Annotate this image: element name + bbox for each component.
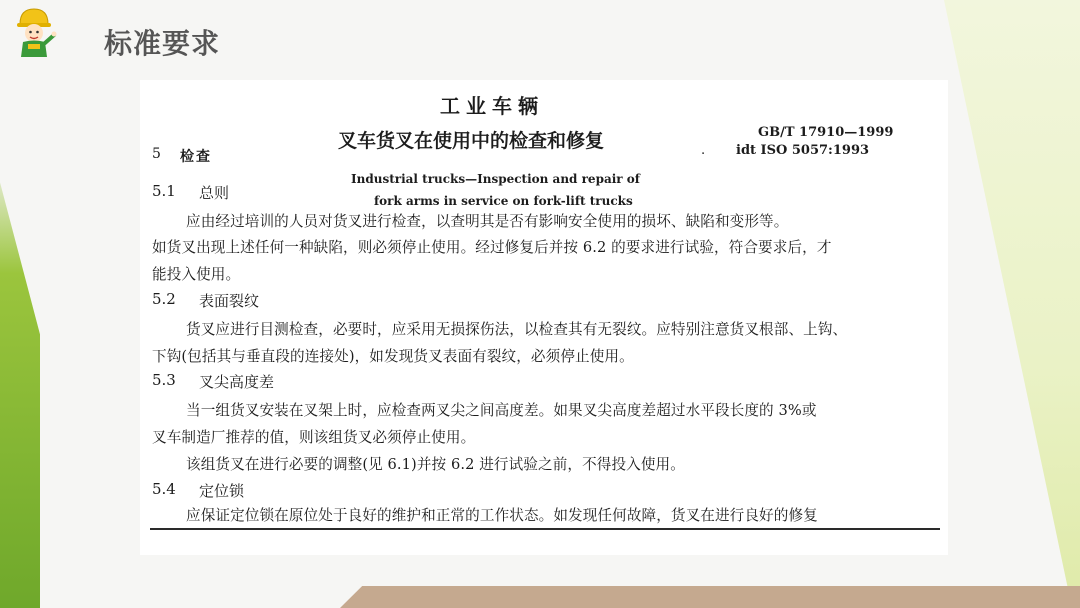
section-5-2-line-2: 下钩(包括其与垂直段的连接处)，如发现货叉表面有裂纹，必须停止使用。 — [152, 348, 634, 365]
section-5-3-line-2: 叉车制造厂推荐的值，则该组货叉必须停止使用。 — [152, 429, 476, 446]
slide-title: 标准要求 — [104, 27, 221, 60]
english-title-line-1: Industrial trucks—Inspection and repair of — [351, 172, 640, 186]
section-5-3-line-1: 当一组货叉安装在叉架上时，应检查两叉尖之间高度差。如果叉尖高度差超过水平段长度的 3%或 — [186, 402, 817, 419]
stray-dot: . — [701, 143, 706, 158]
section-5-4-title: 定位锁 — [199, 482, 245, 500]
section-5-1-number: 5.1 — [152, 182, 176, 200]
iso-equivalent: idt ISO 5057:1993 — [736, 143, 870, 158]
section-5-2-number: 5.2 — [152, 290, 176, 308]
bottom-rule-divider — [150, 528, 940, 530]
section-5-4-line-1: 应保证定位锁在原位处于良好的维护和正常的工作状态。如发现任何故障，货叉在进行良好的修复 — [186, 507, 818, 524]
section-5-1-line-1: 应由经过培训的人员对货叉进行检查，以查明其是否有影响安全使用的损坏、缺陷和变形等。 — [186, 213, 789, 230]
section-5-1-title: 总则 — [199, 184, 230, 202]
section-5-1-line-2: 如货叉出现上述任何一种缺陷，则必须停止使用。经过修复后并按 6.2 的要求进行试验，符合要求后，才 — [152, 239, 832, 256]
section-5-2-title: 表面裂纹 — [199, 292, 260, 310]
bottom-brown-decoration — [340, 586, 1080, 608]
section-5-2-line-1: 货叉应进行目测检查，必要时，应采用无损探伤法，以检查其有无裂纹。应特别注意货叉根部、上钩、 — [186, 321, 848, 338]
section-5-1-line-3: 能投入使用。 — [152, 266, 241, 283]
section-5-3-title: 叉尖高度差 — [199, 373, 275, 391]
section-5-number: 5 — [152, 146, 161, 162]
english-title-line-2: fork arms in service on fork-lift trucks — [374, 194, 633, 208]
worker-mascot-icon — [10, 4, 58, 60]
section-5-3-number: 5.3 — [152, 371, 176, 389]
document-title: 工业车辆 — [440, 94, 544, 118]
standard-number: GB/T 17910—1999 — [758, 125, 894, 140]
section-5-title: 检查 — [180, 149, 212, 165]
document-subtitle: 叉车货叉在使用中的检查和修复 — [338, 130, 605, 152]
section-5-4-number: 5.4 — [152, 480, 176, 498]
section-5-3-line-3: 该组货叉在进行必要的调整(见 6.1)并按 6.2 进行试验之前，不得投入使用。 — [186, 456, 685, 473]
standard-document-scan — [140, 80, 948, 555]
